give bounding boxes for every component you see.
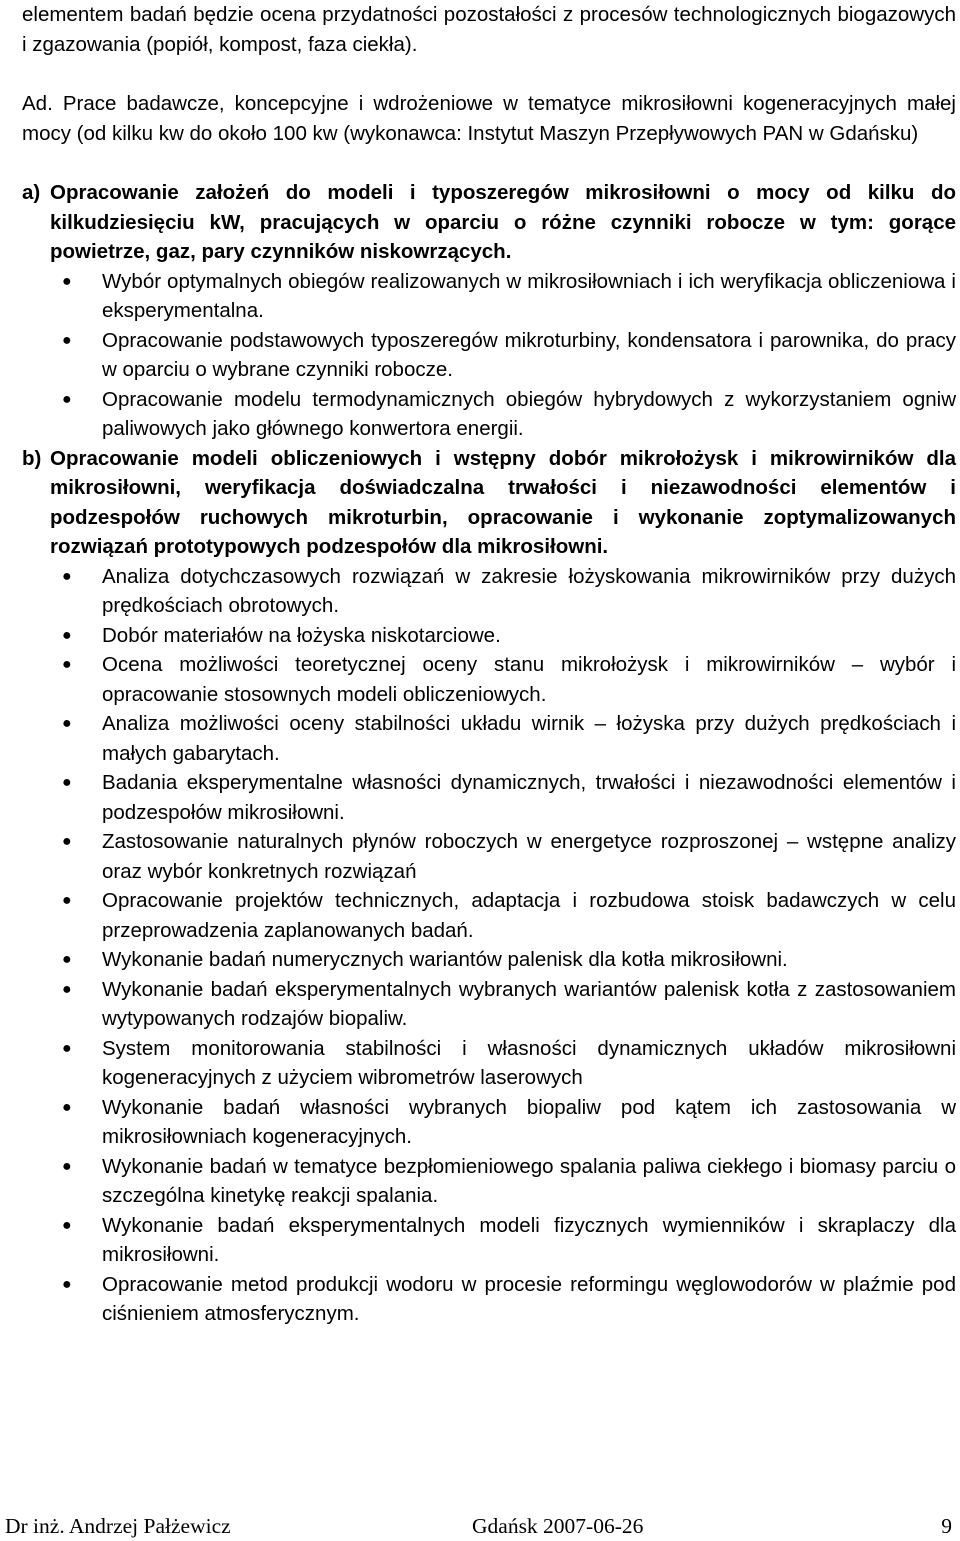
- list-item: ● Wykonanie badań w tematyce bezpłomieniowego spalania paliwa ciekłego i biomasy parciu o szczególna kinetykę reakcji spalania.: [102, 1152, 956, 1211]
- bullet-icon: ●: [62, 1157, 72, 1175]
- list-item: ● Wykonanie badań eksperymentalnych wybranych wariantów palenisk kotła z zastosowaniem wytypowanych rodzajów biopaliw.: [102, 975, 956, 1034]
- page-footer: [0, 1512, 960, 1541]
- list-item: ● Analiza możliwości oceny stabilności układu wirnik – łożyska przy dużych prędkościach i małych gabarytach.: [102, 709, 956, 768]
- spacer: [22, 59, 956, 89]
- task-b-letter: b): [22, 446, 42, 470]
- list-item: ● Zastosowanie naturalnych płynów roboczych w energetyce rozproszonej – wstępne analizy oraz wybór konkretnych rozwiązań: [102, 827, 956, 886]
- task-a-bullet-list: [22, 267, 956, 444]
- bullet-icon: ●: [62, 774, 72, 791]
- bullet-icon: ●: [62, 715, 72, 732]
- bullet-icon: ●: [62, 1039, 72, 1057]
- page-content: [22, 0, 956, 1329]
- list-item: ● Analiza dotychczasowych rozwiązań w zakresie łożyskowania mikrowirników przy dużych prędkościach obrotowych.: [102, 562, 956, 621]
- bullet-icon: ●: [62, 272, 72, 290]
- bullet-icon: ●: [62, 567, 72, 585]
- task-b: [22, 444, 956, 562]
- footer-author: Dr inż. Andrzej Pałżewicz: [5, 1514, 231, 1538]
- list-item: ● Wykonanie badań własności wybranych biopaliw pod kątem ich zastosowania w mikrosiłowniach kogeneracyjnych.: [102, 1093, 956, 1152]
- footer-place-date: Gdańsk 2007-06-26: [472, 1514, 644, 1538]
- list-item: ● Opracowanie projektów technicznych, adaptacja i rozbudowa stoisk badawczych w celu przeprowadzenia zaplanowanych badań.: [102, 886, 956, 945]
- page-number: 9: [941, 1514, 952, 1538]
- bullet-icon: ●: [62, 951, 72, 968]
- task-a-letter: a): [22, 181, 41, 204]
- task-a: [22, 178, 956, 267]
- list-item: ● Opracowanie modelu termodynamicznych obiegów hybrydowych z wykorzystaniem ogniw paliwowych jako głównego konwertora energii.: [102, 385, 956, 444]
- bullet-icon: ●: [62, 656, 72, 673]
- list-item: ● Wybór optymalnych obiegów realizowanych w mikrosiłowniach i ich weryfikacja obliczeniowa i eksperymentalna.: [102, 267, 956, 326]
- task-a-title: Opracowanie założeń do modeli i typoszeregów mikrosiłowni o mocy od kilku do kilkudziesięciu kW, pracujących w oparciu o różne czynniki robocze w tym: gorące powietrze, gaz, pary czynników niskowrzących.: [50, 181, 956, 263]
- bullet-icon: ●: [62, 626, 72, 644]
- list-item: ● Badania eksperymentalne własności dynamicznych, trwałości i niezawodności elementów i podzespołów mikrosiłowni.: [102, 768, 956, 827]
- bullet-icon: ●: [62, 331, 72, 349]
- bullet-icon: ●: [62, 892, 72, 909]
- list-item: ● Opracowanie podstawowych typoszeregów mikroturbiny, kondensatora i parownika, do pracy w oparciu o wybrane czynniki robocze.: [102, 326, 956, 385]
- bullet-icon: ●: [62, 980, 72, 998]
- list-item: ● Ocena możliwości teoretycznej oceny stanu mikrołożysk i mikrowirników – wybór i opracowanie stosownych modeli obliczeniowych.: [102, 650, 956, 709]
- bullet-icon: ●: [62, 1275, 72, 1293]
- ad-paragraph: Ad. Prace badawcze, koncepcyjne i wdrożeniowe w tematyce mikrosiłowni kogeneracyjnych małej mocy (od kilku kw do około 100 kw (wykonawca: Instytut Maszyn Przepływowych PAN w Gdańsku): [22, 92, 956, 145]
- bullet-icon: ●: [62, 1098, 72, 1116]
- list-item: ● System monitorowania stabilności i własności dynamicznych układów mikrosiłowni kogeneracyjnych z użyciem wibrometrów laserowych: [102, 1034, 956, 1093]
- list-item: ● Wykonanie badań eksperymentalnych modeli fizycznych wymienników i skraplaczy dla mikrosiłowni.: [102, 1211, 956, 1270]
- bullet-icon: ●: [62, 1216, 72, 1234]
- bullet-icon: ●: [62, 833, 72, 850]
- list-item: ● Dobór materiałów na łożyska niskotarciowe.: [102, 621, 956, 651]
- task-b-bullet-list: [22, 562, 956, 1329]
- spacer: [22, 148, 956, 178]
- list-item: ● Opracowanie metod produkcji wodoru w procesie reformingu węglowodorów w plaźmie pod ciśnieniem atmosferycznym.: [102, 1270, 956, 1329]
- bullet-icon: ●: [62, 390, 72, 408]
- task-b-title: Opracowanie modeli obliczeniowych i wstępny dobór mikrołożysk i mikrowirników dla mikrosiłowni, weryfikacja doświadczalna trwałości i niezawodności elementów i podzespołów ruchowych mikroturbin, opracowanie i wykonanie zoptymalizowanych rozwiązań prototypowych podzespołów dla mikrosiłowni.: [50, 446, 956, 558]
- list-item: ● Wykonanie badań numerycznych wariantów palenisk dla kotła mikrosiłowni.: [102, 945, 956, 975]
- intro-paragraph: elementem badań będzie ocena przydatności pozostałości z procesów technologicznych biogazowych i zgazowania (popiół, kompost, faza ciekła).: [22, 3, 956, 56]
